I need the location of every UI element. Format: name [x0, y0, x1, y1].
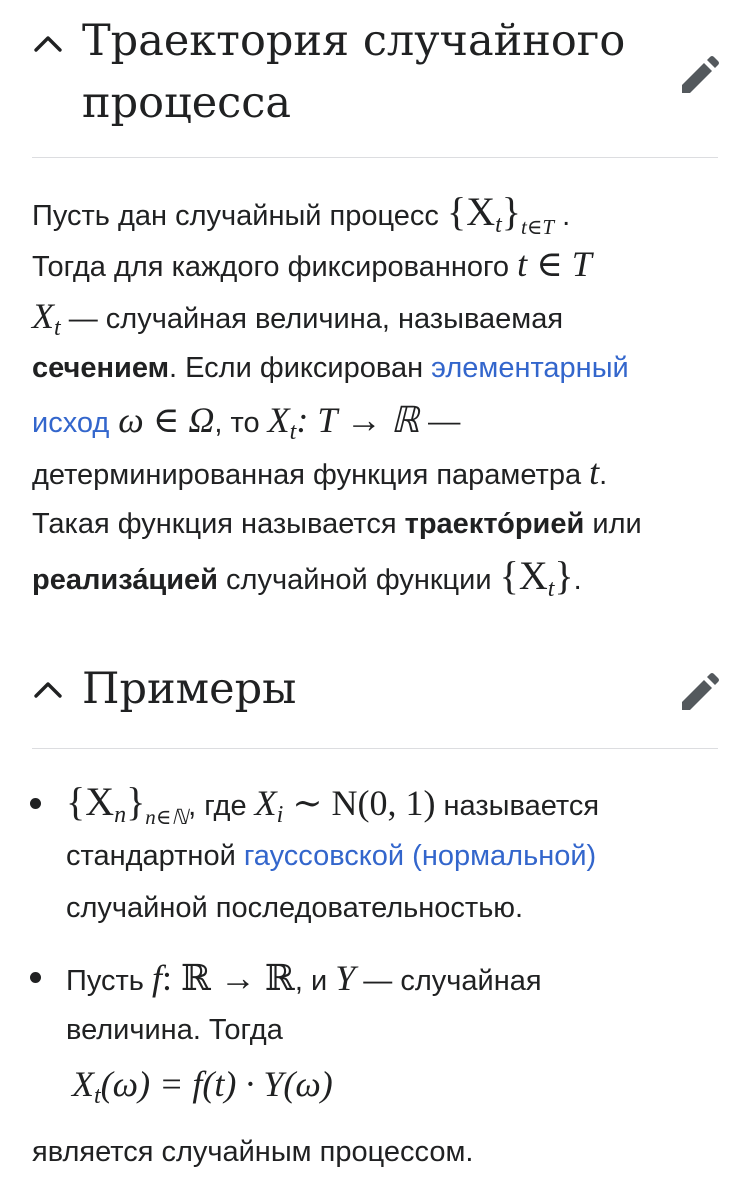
- para-line: $X_t$ — случайная величина, называемая: [32, 296, 564, 341]
- edit-pencil-icon[interactable]: [678, 672, 720, 714]
- para-line: сечением. Если фиксирован элементарный: [32, 352, 629, 384]
- list-item-line: величина. Тогда: [66, 1014, 283, 1046]
- section-title-line1: Траектория случайного: [82, 16, 626, 66]
- chevron-up-icon[interactable]: [30, 672, 66, 708]
- bullet-dot: [30, 798, 41, 809]
- bullet-dot: [30, 972, 41, 983]
- edit-pencil-icon[interactable]: [678, 55, 720, 97]
- section-divider: [32, 157, 718, 158]
- link-gaussian[interactable]: гауссовской (нормальной): [243, 840, 597, 872]
- chevron-up-icon[interactable]: [30, 26, 66, 62]
- bold-term-section: сечением: [32, 352, 170, 384]
- closing-line: является случайным процессом.: [32, 1136, 474, 1168]
- para-line: исход ω ∈ Ω, то $X_t$: T → ℝ —: [32, 400, 461, 445]
- formula-process: Xt(ω) = f(t) · Y(ω): [72, 1064, 333, 1109]
- bold-term-realization: реализа́цией: [32, 564, 218, 596]
- list-item: $\{X_n\}_{n\in ℕ}$, где $X_i$ ∼ N(0, 1) называется: [66, 779, 600, 829]
- section-title-examples: Примеры: [82, 664, 297, 714]
- list-item: Пусть f: ℝ → ℝ, и Y — случайная: [66, 958, 542, 998]
- bold-term-trajectory: траекто́рией: [404, 508, 585, 540]
- list-item-line: случайной последовательностью.: [66, 892, 524, 924]
- list-item-line: стандартной гауссовской (нормальной): [66, 840, 597, 872]
- link-outcome[interactable]: исход: [32, 407, 110, 439]
- para-line: Тогда для каждого фиксированного t ∈ T: [32, 244, 592, 284]
- link-elementary[interactable]: элементарный: [431, 352, 629, 384]
- para-line: реализа́цией случайной функции $\{X_t\}$.: [32, 553, 582, 602]
- para-line: Такая функция называется траекто́рией или: [32, 508, 642, 540]
- section-divider: [32, 748, 718, 749]
- section-title-line2: процесса: [82, 78, 291, 128]
- para-line: Пусть дан случайный процесс $\{X_t\}_{t\in T}$ .: [32, 189, 571, 239]
- para-line: детерминированная функция параметра t.: [32, 452, 608, 492]
